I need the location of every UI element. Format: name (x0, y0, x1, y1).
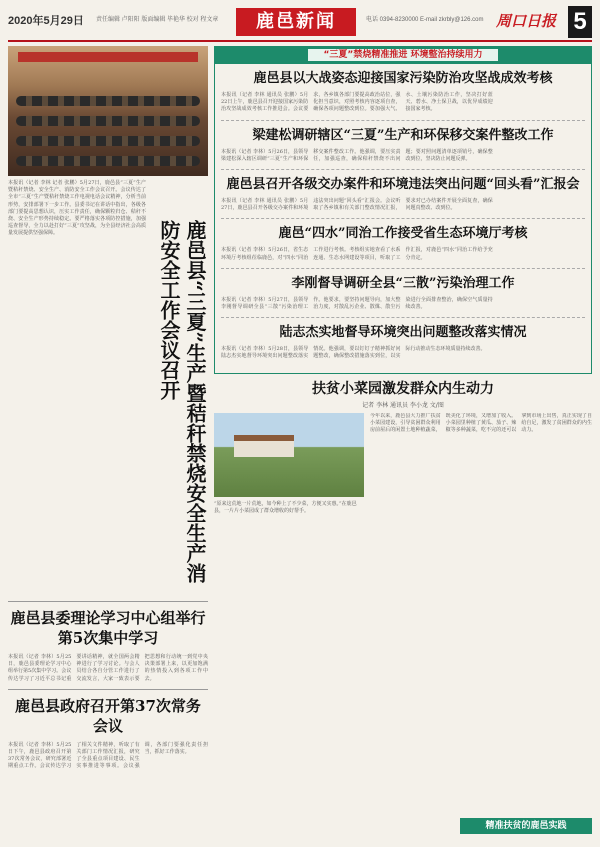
article-body: 本报讯（记者 李林）5月27日，县领导李刚督导调研全县“三散”污染治理工作。他要求，要坚持问题导向，加大整治力度，对散乱污企业、散煤、散尘污染进行全面排查整治，确保空气质量持续改善。 (221, 296, 493, 311)
right-column (214, 46, 592, 545)
article-headline: 扶贫小菜园激发群众内生动力 (312, 380, 494, 397)
vegetable-garden-photo (214, 413, 364, 497)
article-headline: 鹿邑“四水”同治工作接受省生态环境厅考核 (278, 226, 528, 242)
section-name: 鹿邑新闻 (236, 8, 356, 36)
article-safety-meeting (8, 180, 208, 595)
article-headline: 梁建松调研辖区“三夏”生产和环保移交案件整改工作 (252, 127, 554, 143)
article-headline: 陆志杰实地督导环境突出问题整改落实情况 (279, 325, 527, 341)
article-body: 本报讯（记者 李林 记者 张鹏）5月27日，鹿邑县“三夏”生产暨秸秆禁烧、安全生产、消防安全工作会议召开。会议传达了全市“三夏”生产暨秸秆禁烧工作电视电话会议精神，分析当前形势，安排部署下一步工作。县委书记在讲话中指出，各级各部门要提高思想认识，压实工作责任，确保颗粒归仓、秸秆不烧、安全生产形势持续稳定。要严格落实各项防控措施，加强巡查督导，全力以赴打好“三夏”攻坚战，为全县经济社会高质量发展提供坚强保障。 (8, 180, 146, 237)
contact-line: 电话 0394-8230000 E-mail zkrbly@126.com (366, 17, 484, 23)
article-headline: 李刚督导调研全县“三散”污染治理工作 (291, 275, 515, 291)
article-body: 本报讯（记者 李林）5月26日，县领导梁建松深入辖区调研“三夏”生产和环保移交案件整改工作。他强调，要压实责任，加强巡查，确保秸秆禁烧不出问题；要对照问题清单逐项销号，确保整改到位，坚决防止问题反弹。 (221, 148, 493, 162)
special-section-title: “三夏”禁烧精准推进 环境整治持续用力 (308, 49, 498, 61)
article-headline: 鹿邑县委理论学习中心组举行第5次集中学习 (10, 609, 206, 647)
photo-caption: “原来这荒地一片荒地，如今种上了不少菜，方便又实惠。”在鹿邑县，一片片小菜园成了群众增收的好帮手。 (214, 500, 357, 514)
article-env-5 (221, 269, 585, 318)
page-number: 5 (568, 6, 592, 38)
editor-line: 责任编辑 卢阳阳 版面编辑 毕艳华 校对 程文章 (96, 17, 219, 23)
newspaper-logo: 周口日报 (496, 13, 557, 30)
article-body: 本报讯（记者 李林）5月25日下午，鹿邑县政府召开第37次常务会议，研究部署近期重点工作。会议传达学习了相关文件精神，听取了有关部门工作情况汇报，研究了全县重点项目建设、民生实事推进等事项。会议强调，各部门要强化责任担当，抓好工作落实。 (8, 741, 208, 770)
left-column (8, 46, 208, 771)
article-poverty (214, 380, 592, 545)
article-body: 本报讯（记者 李林 通讯员 张鹏）5月22日上午，鹿邑县召开迎接国家污染防治攻坚战成效考核工作推进会。会议要求，各乡镇各部门要提高政治站位，强化担当意识，对照考核内容逐项自查，确保各项问题整改到位。要加强大气、水、土壤污染防治工作，坚决打好蓝天、碧水、净土保卫战，以优异成绩迎接国家考核。 (221, 92, 493, 113)
article-body: 本报讯（记者 李林 通讯员 张鹏）5月27日，鹿邑县召开各级交办案件和环境违法突出问题“回头看”汇报会。会议听取了各乡镇和有关部门整改情况汇报，要求对已办结案件开展全面复查，确保问题真整改、改到位。 (221, 198, 493, 212)
article-headline: 鹿邑县以大战姿态迎接国家污染防治攻坚战成效考核 (253, 71, 553, 86)
article-body: 今年以来，鹿邑县大力推广扶贫小菜园建设，引导贫困群众利用房前屋后的闲置土地种植蔬菜，既美化了环境，又增加了收入。小菜园里种植了黄瓜、茄子、辣椒等多种蔬菜，吃不完的还可以拿到市场上出售，真正实现了自给自足，激发了贫困群众的内生动力。 (370, 412, 592, 434)
article-env-2 (221, 121, 585, 170)
column-footer-band: 精准扶贫的鹿邑实践 (460, 818, 592, 834)
masthead (8, 6, 592, 42)
article-body: 本报讯（记者 李林）5月25日，鹿邑县委理论学习中心组举行第5次集中学习。会议传达学习了习近平总书记重要讲话精神，就全国两会精神进行了学习讨论。与会人员结合各自分管工作进行了交流发言，大家一致表示要把思想和行动统一到党中央决策部署上来，以更加饱满的热情投入到各项工作中去。 (8, 654, 208, 682)
byline: 记者 李林 通讯员 李小龙 文/图 (362, 401, 444, 409)
article-env-3 (221, 170, 585, 219)
article-env-1 (221, 64, 585, 121)
article-headline: 鹿邑县政府召开第37次常务会议 (15, 696, 201, 735)
article-body: 本报讯（记者 李林）5月26日，省生态环境厅考核组莅临鹿邑，对“四水”同治工作进行考核。考核组实地查看了水系连通、生态水网建设等项目，听取了工作汇报，对鹿邑“四水”同治工作给予充分肯定。 (221, 247, 493, 261)
article-body: 本报讯（记者 李林）5月28日，县领导陆志杰实地督导环境突出问题整改落实情况。他强调，要以钉钉子精神抓好问题整改，确保整改措施落实到位，以实际行动推动生态环境质量持续改善。 (221, 346, 486, 360)
article-theory-study (8, 601, 208, 683)
special-section-header (214, 46, 592, 64)
article-headline: 鹿邑县召开各级交办案件和环境违法突出问题“回头看”汇报会 (226, 177, 580, 193)
article-env-6 (221, 318, 585, 366)
article-headline: 鹿邑县“三夏”生产暨秸秆禁烧安全生产消防安全工作会议召开 (157, 220, 207, 584)
article-executive-meeting (8, 689, 208, 771)
issue-date: 2020年5月29日 (8, 15, 84, 27)
meeting-photo (8, 46, 208, 176)
environment-box (214, 64, 592, 374)
article-env-4 (221, 219, 585, 268)
